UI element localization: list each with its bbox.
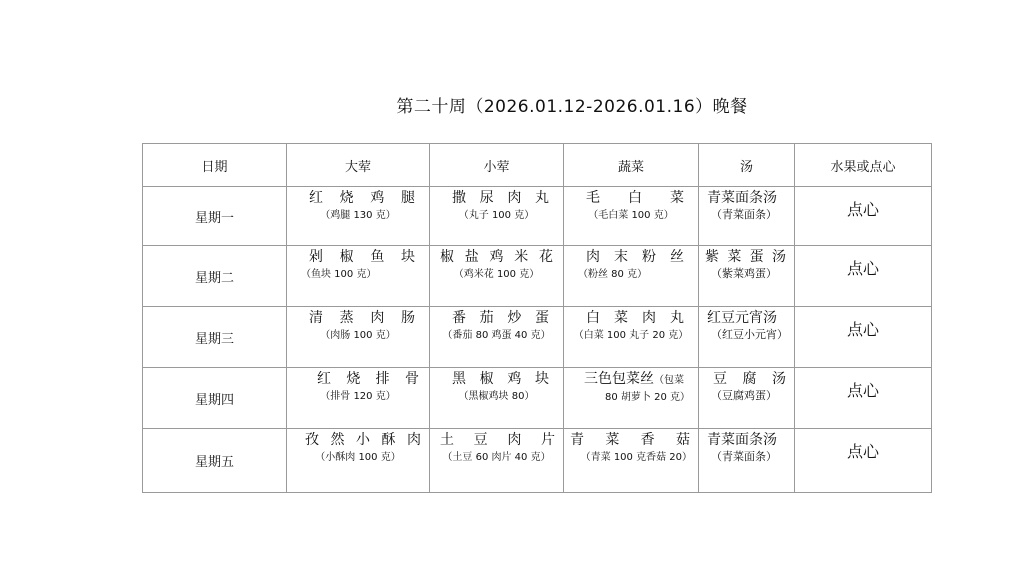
day-cell: 星期三 (143, 307, 287, 368)
dish-char: 番 (452, 310, 466, 326)
dish-note: （肉肠 100 克） (320, 330, 396, 341)
dish-note: （小酥肉 100 克） (315, 452, 401, 463)
dish-char: 肉 (407, 432, 421, 448)
big-meat-cell (287, 246, 430, 307)
dish-char: 椒 (339, 249, 354, 265)
soup-cell (699, 187, 795, 246)
small-meat-cell (430, 187, 564, 246)
snack-cell (795, 246, 932, 307)
dish-char: 骨 (404, 371, 419, 387)
dish-note: （排骨 120 克） (320, 391, 396, 402)
dish-char: 酥 (381, 432, 396, 448)
vegetable-cell (564, 187, 699, 246)
dish-name (287, 307, 429, 327)
dish-char: 白 (628, 190, 642, 206)
dish-name (430, 187, 563, 207)
dish-note: （青菜 100 克香菇 20） (580, 452, 692, 463)
header-date: 日期 (143, 144, 287, 187)
big-meat-cell (287, 307, 430, 368)
dish-char: 菜 (670, 190, 684, 206)
dish-name (430, 368, 563, 388)
dish-char: 菜 (614, 310, 628, 326)
dish-char: 块 (534, 371, 549, 387)
day-cell: 星期一 (143, 187, 287, 246)
header-snack: 水果或点心 (795, 144, 932, 187)
dish-note: （番茄 80 鸡蛋 40 克） (442, 330, 551, 341)
dish-char: 青 (570, 432, 584, 448)
dish-name (430, 246, 563, 266)
dish-name (287, 368, 429, 388)
table-row (143, 246, 932, 307)
dish-note: （青菜面条） (711, 450, 777, 463)
dish-char: 蛋 (534, 310, 549, 326)
snack-label: 点心 (846, 259, 879, 278)
table-row (143, 368, 932, 429)
dish-char: 片 (540, 432, 555, 448)
dish-char: 粉 (642, 249, 656, 265)
day-cell: 星期四 (143, 368, 287, 429)
dish-char: 土 (440, 432, 454, 448)
dish-note: （豆腐鸡蛋） (711, 389, 777, 402)
dish-name: 青菜面条汤 (707, 190, 777, 206)
dish-char: 丸 (534, 190, 549, 206)
dish-char: 香 (640, 432, 655, 448)
dish-note: （鸡米花 100 克） (453, 269, 540, 280)
dish-char: 烧 (339, 190, 354, 206)
header-big-meat: 大荤 (287, 144, 430, 187)
dish-name (564, 187, 698, 207)
dish-char: 菇 (675, 432, 690, 448)
dish-char: 肉 (642, 310, 656, 326)
dish-note: （红豆小元宵） (711, 328, 788, 341)
dish-char: 腿 (400, 190, 415, 206)
vegetable-cell (564, 307, 699, 368)
dish-name (564, 307, 698, 327)
snack-label: 点心 (846, 381, 879, 400)
dish-char: 菜 (605, 432, 620, 448)
table-row (143, 307, 932, 368)
header-vegetable: 蔬菜 (564, 144, 699, 187)
dish-char: 尿 (479, 190, 494, 206)
snack-cell (795, 368, 932, 429)
dish-note: （紫菜鸡蛋） (711, 267, 777, 280)
dish-char: 蛋 (749, 249, 764, 265)
soup-cell (699, 429, 795, 493)
dish-char: 炒 (507, 310, 522, 326)
vegetable-cell (564, 368, 699, 429)
dish-char: 鱼 (370, 249, 385, 265)
table-row (143, 429, 932, 493)
dish-name (287, 429, 429, 449)
dish-note: （土豆 60 肉片 40 克） (442, 452, 551, 463)
dish-char: 孜 (305, 432, 319, 448)
dish-char: 黑 (452, 371, 466, 387)
dish-char: 米 (514, 249, 529, 265)
snack-label: 点心 (846, 200, 879, 219)
dish-char: 烧 (346, 371, 361, 387)
dish-char: 花 (539, 249, 553, 265)
soup-cell (699, 246, 795, 307)
dish-char: 肉 (507, 190, 522, 206)
dish-char: 红 (317, 371, 331, 387)
dish-char: 肠 (400, 310, 415, 326)
header-small-meat: 小荤 (430, 144, 564, 187)
big-meat-cell (287, 429, 430, 493)
dish-char: 豆 (473, 432, 488, 448)
small-meat-cell (430, 368, 564, 429)
big-meat-cell (287, 187, 430, 246)
dish-char: 排 (375, 371, 390, 387)
dish-char: 肉 (370, 310, 385, 326)
dish-char: 肉 (507, 432, 522, 448)
dish-name (430, 429, 563, 449)
page-title: 第二十周（2026.01.12-2026.01.16）晚餐 (396, 97, 748, 117)
dish-char: 丝 (670, 249, 684, 265)
dish-name (699, 368, 794, 388)
vegetable-cell (564, 246, 699, 307)
vegetable-cell (564, 429, 699, 493)
small-meat-cell (430, 246, 564, 307)
dish-name: 红豆元宵汤 (707, 310, 777, 326)
header-soup: 汤 (699, 144, 795, 187)
dish-note: （白菜 100 丸子 20 克） (573, 330, 689, 341)
dish-char: 菜 (727, 249, 742, 265)
dish-char: 撒 (452, 190, 466, 206)
dish-name (564, 246, 698, 266)
dish-note: （鸡腿 130 克） (320, 210, 396, 221)
dish-char: 毛 (586, 190, 600, 206)
dish-char: 小 (356, 432, 370, 448)
dish-char: 白 (586, 310, 600, 326)
dish-name-text: 三色包菜丝 (584, 371, 654, 387)
dish-char: 汤 (772, 371, 786, 387)
dish-char: 肉 (586, 249, 600, 265)
dish-char: 鸡 (370, 190, 385, 206)
dish-char: 丸 (670, 310, 684, 326)
dish-char: 紫 (705, 249, 719, 265)
dish-char: 豆 (713, 371, 727, 387)
menu-table (142, 143, 932, 493)
day-cell: 星期二 (143, 246, 287, 307)
dish-name: 青菜面条汤 (707, 432, 777, 448)
dish-char: 蒸 (339, 310, 354, 326)
table-row (143, 187, 932, 246)
dish-note: （黑椒鸡块 80） (458, 391, 535, 402)
dish-name (564, 368, 698, 390)
snack-label: 点心 (846, 320, 879, 339)
dish-char: 汤 (771, 249, 786, 265)
small-meat-cell (430, 307, 564, 368)
soup-cell (699, 368, 795, 429)
dish-char: 椒 (479, 371, 494, 387)
header-row (143, 144, 932, 187)
dish-note: （毛白菜 100 克） (588, 210, 674, 221)
dish-char: 腐 (742, 371, 757, 387)
soup-cell (699, 307, 795, 368)
dish-char: 椒 (440, 249, 454, 265)
dish-name (430, 307, 563, 327)
dish-char: 鸡 (489, 249, 504, 265)
day-cell: 星期五 (143, 429, 287, 493)
dish-name (564, 429, 698, 449)
dish-char: 然 (330, 432, 345, 448)
dish-note: （丸子 100 克） (458, 210, 535, 221)
dish-note: （粉丝 80 克） (578, 269, 648, 280)
snack-cell (795, 187, 932, 246)
dish-char: 末 (614, 249, 628, 265)
dish-note: 80 胡萝卜 20 克） (605, 392, 690, 403)
dish-char: 盐 (464, 249, 479, 265)
dish-note: （鱼块 100 克） (301, 269, 377, 280)
dish-char: 茄 (479, 310, 494, 326)
dish-char: 鸡 (507, 371, 522, 387)
dish-note: （青菜面条） (711, 208, 777, 221)
small-meat-cell (430, 429, 564, 493)
snack-cell (795, 429, 932, 493)
dish-char: 清 (309, 310, 323, 326)
big-meat-cell (287, 368, 430, 429)
dish-note-inline: （包菜 (654, 375, 684, 386)
dish-char: 红 (309, 190, 323, 206)
dish-char: 剁 (309, 249, 323, 265)
snack-label: 点心 (846, 442, 879, 461)
dish-name (287, 246, 429, 266)
snack-cell (795, 307, 932, 368)
dish-name (699, 246, 794, 266)
dish-char: 块 (400, 249, 415, 265)
dish-name (287, 187, 429, 207)
